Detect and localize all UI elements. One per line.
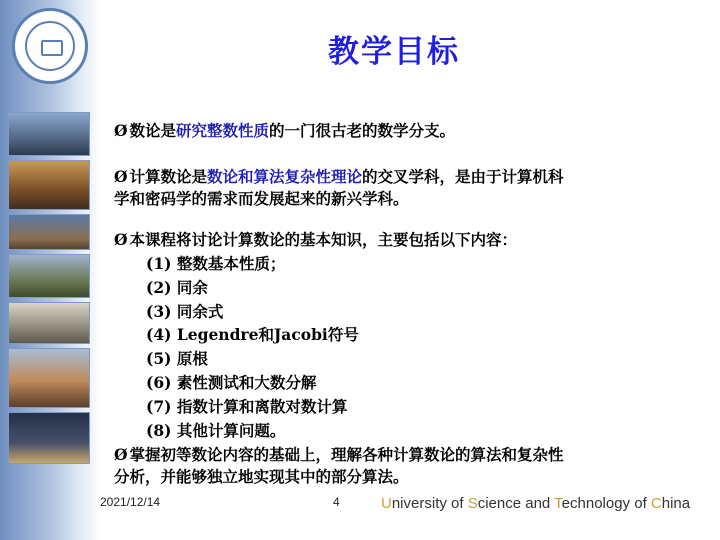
- p1-highlight: 研究整数性质: [176, 121, 270, 140]
- univ-cap-t: T: [554, 495, 562, 512]
- list-item: (1) 整数基本性质；: [146, 254, 286, 273]
- list-item: (7) 指数计算和离散对数计算: [146, 396, 348, 416]
- p2-line-2: 学和密码学的需求而发展起来的新兴学科。: [114, 189, 409, 208]
- emblem-inner-ring: [25, 21, 75, 71]
- university-emblem-icon: [12, 8, 88, 84]
- slide-title: 教学目标: [328, 34, 460, 70]
- paragraph-3-intro: [114, 229, 517, 251]
- campus-photo-7: [8, 412, 90, 464]
- univ-cap-u: U: [381, 495, 392, 512]
- p3-intro-text: 本课程将讨论计算数论的基本知识，主要包括以下内容：: [129, 230, 518, 249]
- footer-university-name: [381, 495, 690, 512]
- list-item: (8) 其他计算问题。: [146, 420, 286, 440]
- list-item: (5) 原根: [146, 349, 208, 369]
- univ-cap-c: C: [650, 495, 662, 512]
- p4-line-1-text: 掌握初等数论内容的基础上，理解各种计算数论的算法和复杂性: [129, 445, 564, 464]
- campus-photo-5: [8, 302, 90, 344]
- bullet-arrow-icon: Ø: [114, 121, 128, 140]
- topic-list: [146, 252, 359, 442]
- campus-photo-6: [8, 348, 90, 408]
- p1-text-after: 的一门很古老的数学分支。: [269, 121, 456, 140]
- univ-rest-1: niversity of: [391, 495, 468, 512]
- paragraph-1: [114, 120, 455, 142]
- footer-date: 2021/12/14: [100, 495, 161, 509]
- univ-cap-s: S: [467, 495, 478, 512]
- list-item: (2) 同余: [146, 277, 208, 297]
- bullet-arrow-icon: Ø: [114, 167, 128, 186]
- p2-line-1: [114, 166, 564, 188]
- campus-photo-1: [8, 112, 90, 156]
- footer-page-number: 4: [333, 495, 340, 509]
- univ-rest-2: cience and: [477, 495, 555, 512]
- bullet-arrow-icon: Ø: [114, 230, 128, 249]
- univ-rest-3: echnology of: [561, 495, 651, 512]
- p4-line-1: [114, 444, 564, 466]
- p2-highlight: 数论和算法复杂性理论: [207, 167, 363, 186]
- paragraph-2: [114, 166, 564, 210]
- campus-photo-2: [8, 160, 90, 210]
- list-item: (4) Legendre和Jacobi符号: [146, 325, 359, 345]
- campus-photo-3: [8, 214, 90, 250]
- left-decorative-strip: [0, 0, 102, 540]
- bullet-arrow-icon: Ø: [114, 445, 128, 464]
- book-icon: [41, 40, 63, 56]
- univ-rest-4: hina: [661, 495, 691, 512]
- list-item: (6) 素性测试和大数分解: [146, 372, 317, 392]
- paragraph-4: [114, 444, 564, 488]
- p2-text-before: 计算数论是: [129, 167, 208, 186]
- list-item: (3) 同余式: [146, 301, 224, 321]
- campus-photo-4: [8, 254, 90, 298]
- p4-line-2: 分析，并能够独立地实现其中的部分算法。: [114, 467, 409, 486]
- p1-text-before: 数论是: [129, 121, 177, 140]
- p2-text-after: 的交叉学科，是由于计算机科: [362, 167, 564, 186]
